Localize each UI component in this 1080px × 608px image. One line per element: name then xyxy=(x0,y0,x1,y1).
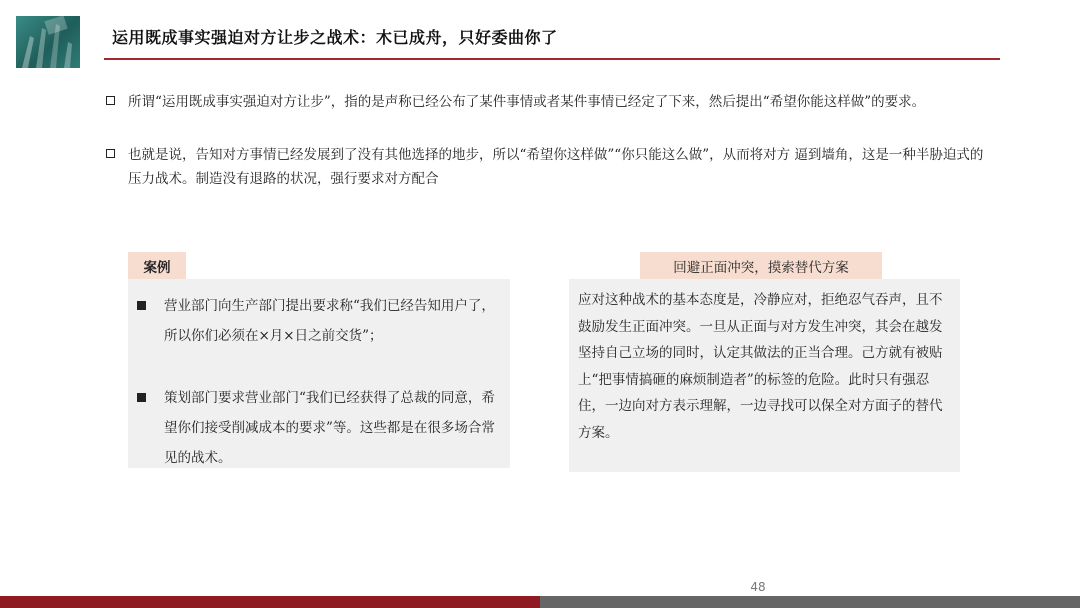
footer-bar-gray xyxy=(540,596,1080,608)
strategy-tag: 回避正面冲突，摸索替代方案 xyxy=(640,252,882,279)
case-item-text: 策划部门要求营业部门“我们已经获得了总裁的同意，希望你们接受削减成本的要求”等。这些都是在很多场合常见的战术。 xyxy=(164,390,495,466)
case-item xyxy=(137,383,497,473)
case-item-text: 营业部门向生产部门提出要求称“我们已经告知用户了，所以你们必须在×月×日之前交货”； xyxy=(164,298,495,344)
strategy-text: 应对这种战术的基本态度是，冷静应对，拒绝忍气吞声，且不鼓励发生正面冲突。一旦从正面与对方发生冲突，其会在越发坚持自己立场的同时，认定其做法的正当合理。己方就有被贴上“把事情搞砸的麻烦制造者”的标签的危险。此时只有强忍住，一边向对方表示理解，一边寻找可以保全对方面子的替代方案。 xyxy=(578,292,943,441)
page-number: 48 xyxy=(750,580,766,594)
title-divider xyxy=(104,58,1000,60)
intro-bullet-text: 也就是说，告知对方事情已经发展到了没有其他选择的地步，所以“希望你这样做”“你只能这么做”，从而将对方 逼到墙角，这是一种半胁迫式的压力战术。制造没有退路的状况，强行要求对方配合 xyxy=(128,147,984,187)
hands-logo xyxy=(16,16,80,68)
intro-bullet xyxy=(106,90,986,114)
intro-bullet-text: 所谓“运用既成事实强迫对方让步”，指的是声称已经公布了某件事情或者某件事情已经定了下来，然后提出“希望你能这样做”的要求。 xyxy=(128,94,926,110)
hollow-square-bullet-icon xyxy=(106,149,115,158)
case-item xyxy=(137,291,497,351)
page-title: 运用既成事实强迫对方让步之战术：木已成舟，只好委曲你了 xyxy=(112,28,558,47)
intro-bullet xyxy=(106,143,986,191)
filled-square-bullet-icon xyxy=(137,301,146,310)
footer-bar-red xyxy=(0,596,540,608)
case-tag: 案例 xyxy=(128,252,186,279)
hollow-square-bullet-icon xyxy=(106,96,115,105)
filled-square-bullet-icon xyxy=(137,393,146,402)
